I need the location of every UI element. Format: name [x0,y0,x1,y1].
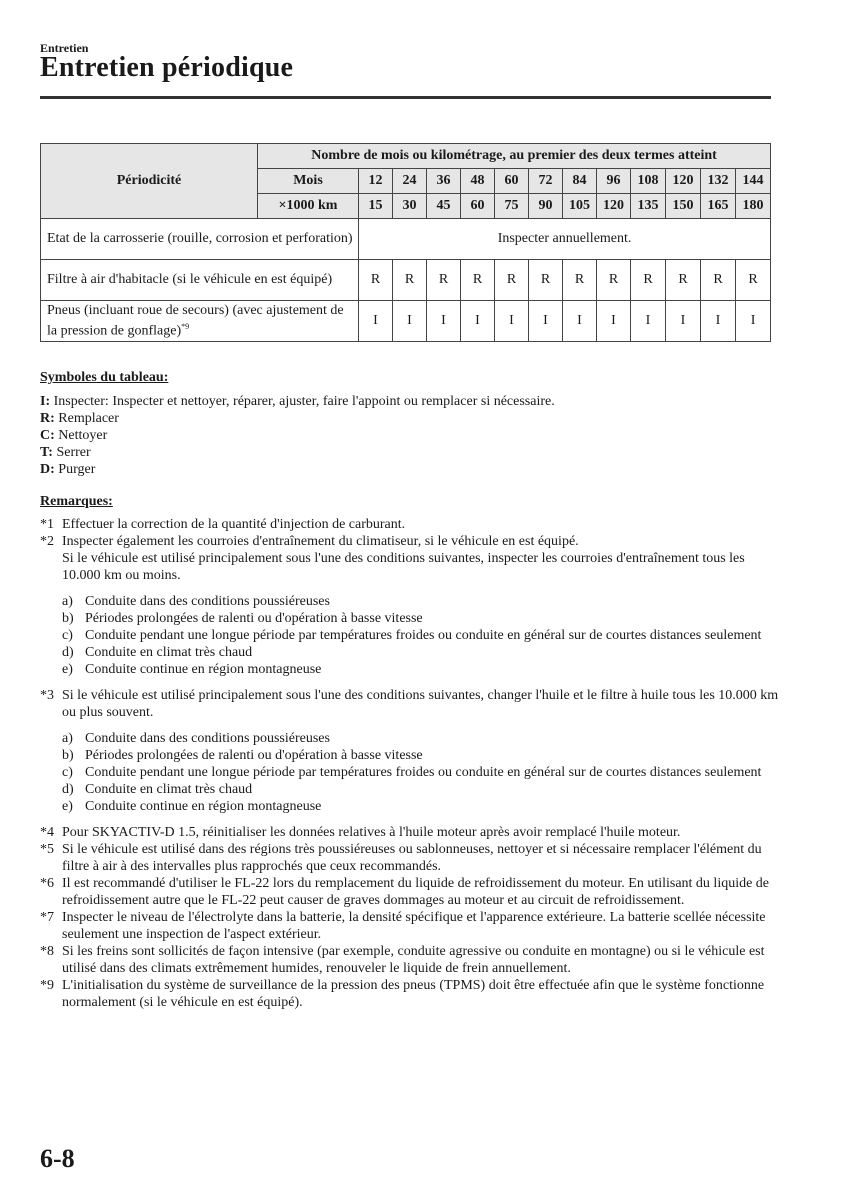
km-label: ×1000 km [258,194,359,219]
legend-item [40,427,555,444]
footnote-number: *8 [40,944,54,959]
km-cell: 75 [495,194,529,219]
legend-key: T: [40,445,53,460]
table-row [41,219,771,260]
km-cell: 120 [597,194,631,219]
list-item [62,627,780,644]
item-label-text: Pneus (incluant roue de secours) (avec ajustement de la pression de gonflage) [47,302,344,339]
list-text: Périodes prolongées de ralenti ou d'opération à basse vitesse [85,748,423,763]
footnote [40,533,780,550]
legend-key: R: [40,411,55,426]
months-cell: 84 [563,169,597,194]
footnote-number: *5 [40,842,54,857]
list-text: Conduite dans des conditions poussiéreuses [85,594,330,609]
km-cell: 150 [666,194,701,219]
km-cell: 105 [563,194,597,219]
footnote-text: Effectuer la correction de la quantité d'injection de carburant. [62,517,406,532]
action-cell: I [666,301,701,342]
page-number: 6-8 [40,1144,75,1173]
list-label: c) [62,765,73,780]
footnote-text: L'initialisation du système de surveillance de la pression des pneus (TPMS) doit être effectuée afin que le système fonctionne normalement (si le véhicule en est équipé). [62,978,765,1010]
legend-item [40,461,555,478]
action-cell: R [495,260,529,301]
title-rule [40,96,771,99]
footnote-text: Si le véhicule est utilisé dans des régions très poussiéreuses ou sablonneuses, nettoyer et si nécessaire remplacer l'élément du filtre à air à des intervalles plus rapprochés que ceux recommandés. [62,842,762,874]
footnote [40,841,780,875]
list-label: c) [62,628,73,643]
action-cell: R [666,260,701,301]
periodicite-header: Périodicité [41,144,258,219]
list-text: Conduite pendant une longue période par températures froides ou conduite en général sur de courtes distances seulement [85,765,762,780]
section-label: Entretien [40,41,89,55]
list-text: Conduite en climat très chaud [85,782,253,797]
conditions-list [62,593,780,678]
list-label: e) [62,799,73,814]
months-cell: 132 [701,169,736,194]
legend-item [40,410,555,427]
footnote [40,977,780,1011]
legend-key: D: [40,462,55,477]
list-label: d) [62,782,74,797]
km-cell: 45 [427,194,461,219]
months-cell: 96 [597,169,631,194]
list-item [62,661,780,678]
table-row [41,301,771,342]
item-label [41,301,359,342]
legend-item [40,444,555,461]
action-cell: R [393,260,427,301]
months-cell: 48 [461,169,495,194]
list-text: Conduite continue en région montagneuse [85,799,322,814]
footnote-text: Inspecter le niveau de l'électrolyte dans la batterie, la densité spécifique et l'apparence extérieure. La batterie scellée nécessite seulement une inspection de l'aspect extérieur. [62,910,766,942]
km-cell: 90 [529,194,563,219]
list-label: a) [62,731,73,746]
footnote-number: *4 [40,825,54,840]
legend-key: I: [40,394,51,409]
footnote-text: Si le véhicule est utilisé principalement sous l'une des conditions suivantes, changer l'huile et le filtre à huile tous les 10.000 km ou plus souvent. [62,688,779,720]
months-cell: 72 [529,169,563,194]
list-item [62,764,780,781]
km-cell: 180 [736,194,771,219]
list-text: Conduite en climat très chaud [85,645,253,660]
km-cell: 30 [393,194,427,219]
legend-item [40,393,555,410]
list-item [62,730,780,747]
action-cell: I [427,301,461,342]
action-cell: I [701,301,736,342]
list-label: d) [62,645,74,660]
footnote-text: Inspecter également les courroies d'entraînement du climatiseur, si le véhicule en est équipé. [62,534,579,549]
item-label: Etat de la carrosserie (rouille, corrosion et perforation) [41,219,359,260]
action-cell: R [631,260,666,301]
footnote-text: Pour SKYACTIV-D 1.5, réinitialiser les données relatives à l'huile moteur après avoir remplacé l'huile moteur. [62,825,681,840]
months-cell: 24 [393,169,427,194]
action-cell: I [631,301,666,342]
action-cell: I [597,301,631,342]
action-cell: R [529,260,563,301]
months-cell: 144 [736,169,771,194]
legend-text: Purger [54,462,96,477]
legend-heading: Symboles du tableau: [40,370,169,385]
remarks-section [40,493,780,1011]
list-label: a) [62,594,73,609]
list-text: Conduite pendant une longue période par températures froides ou conduite en général sur de courtes distances seulement [85,628,762,643]
footnote-number: *1 [40,517,54,532]
footnote-number: *2 [40,534,54,549]
interval-span-header: Nombre de mois ou kilométrage, au premier des deux termes atteint [258,144,771,169]
km-cell: 135 [631,194,666,219]
list-item [62,610,780,627]
action-cell: I [461,301,495,342]
months-cell: 36 [427,169,461,194]
km-cell: 165 [701,194,736,219]
action-cell: R [563,260,597,301]
action-cell: I [563,301,597,342]
footnote [40,943,780,977]
legend-text: Remplacer [54,411,119,426]
list-label: e) [62,662,73,677]
months-label: Mois [258,169,359,194]
remarks-heading: Remarques: [40,494,113,509]
action-cell: R [359,260,393,301]
months-cell: 120 [666,169,701,194]
list-item [62,644,780,661]
action-cell: I [359,301,393,342]
list-item [62,781,780,798]
item-label: Filtre à air d'habitacle (si le véhicule en est équipé) [41,260,359,301]
footnote-number: *9 [40,978,54,993]
legend-key: C: [40,428,55,443]
footnote-text: Si les freins sont sollicités de façon intensive (par exemple, conduite agressive ou conduite en montagne) ou si le véhicule est utilisé dans des climats extrêmement humides, renouveler le liquide de frein annuellement. [62,944,765,976]
legend-text: Nettoyer [54,428,108,443]
list-text: Conduite dans des conditions poussiéreuses [85,731,330,746]
page-title: Entretien périodique [40,52,294,83]
list-text: Conduite continue en région montagneuse [85,662,322,677]
list-label: b) [62,748,74,763]
footnote-text: Il est recommandé d'utiliser le FL-22 lors du remplacement du liquide de refroidissement du moteur. En utilisant du liquide de refroidissement autre que le FL-22 peut causer de graves dommages au moteur et au circuit de refroidissement. [62,876,770,908]
footnote [40,875,780,909]
footnote-continuation: Si le véhicule est utilisé principalement sous l'une des conditions suivantes, inspecter les courroies d'entraînement tous les 10.000 km ou moins. [62,551,745,583]
action-cell: I [495,301,529,342]
action-cell: R [597,260,631,301]
legend-text: Inspecter: Inspecter et nettoyer, réparer, ajuster, faire l'appoint ou remplacer si nécessaire. [50,394,555,409]
table-row [41,260,771,301]
footnote-number: *6 [40,876,54,891]
months-cell: 60 [495,169,529,194]
action-cell: R [701,260,736,301]
footnote-ref: *9 [181,321,190,331]
footnote [40,909,780,943]
months-cell: 108 [631,169,666,194]
list-text: Périodes prolongées de ralenti ou d'opération à basse vitesse [85,611,423,626]
action-cell: I [736,301,771,342]
months-cell: 12 [359,169,393,194]
footnote-number: *7 [40,910,54,925]
list-item [62,593,780,610]
action-cell: R [427,260,461,301]
action-cell: R [461,260,495,301]
footnote-number: *3 [40,688,54,703]
list-item [62,747,780,764]
annual-inspection-cell: Inspecter annuellement. [359,219,771,260]
footnote [40,824,780,841]
action-cell: I [393,301,427,342]
action-cell: R [736,260,771,301]
conditions-list [62,730,780,815]
table-symbols-legend [40,369,555,478]
footnote [40,687,780,721]
list-label: b) [62,611,74,626]
list-item [62,798,780,815]
footnote [40,516,780,533]
km-cell: 15 [359,194,393,219]
action-cell: I [529,301,563,342]
legend-text: Serrer [52,445,91,460]
km-cell: 60 [461,194,495,219]
maintenance-schedule-table [40,143,771,342]
